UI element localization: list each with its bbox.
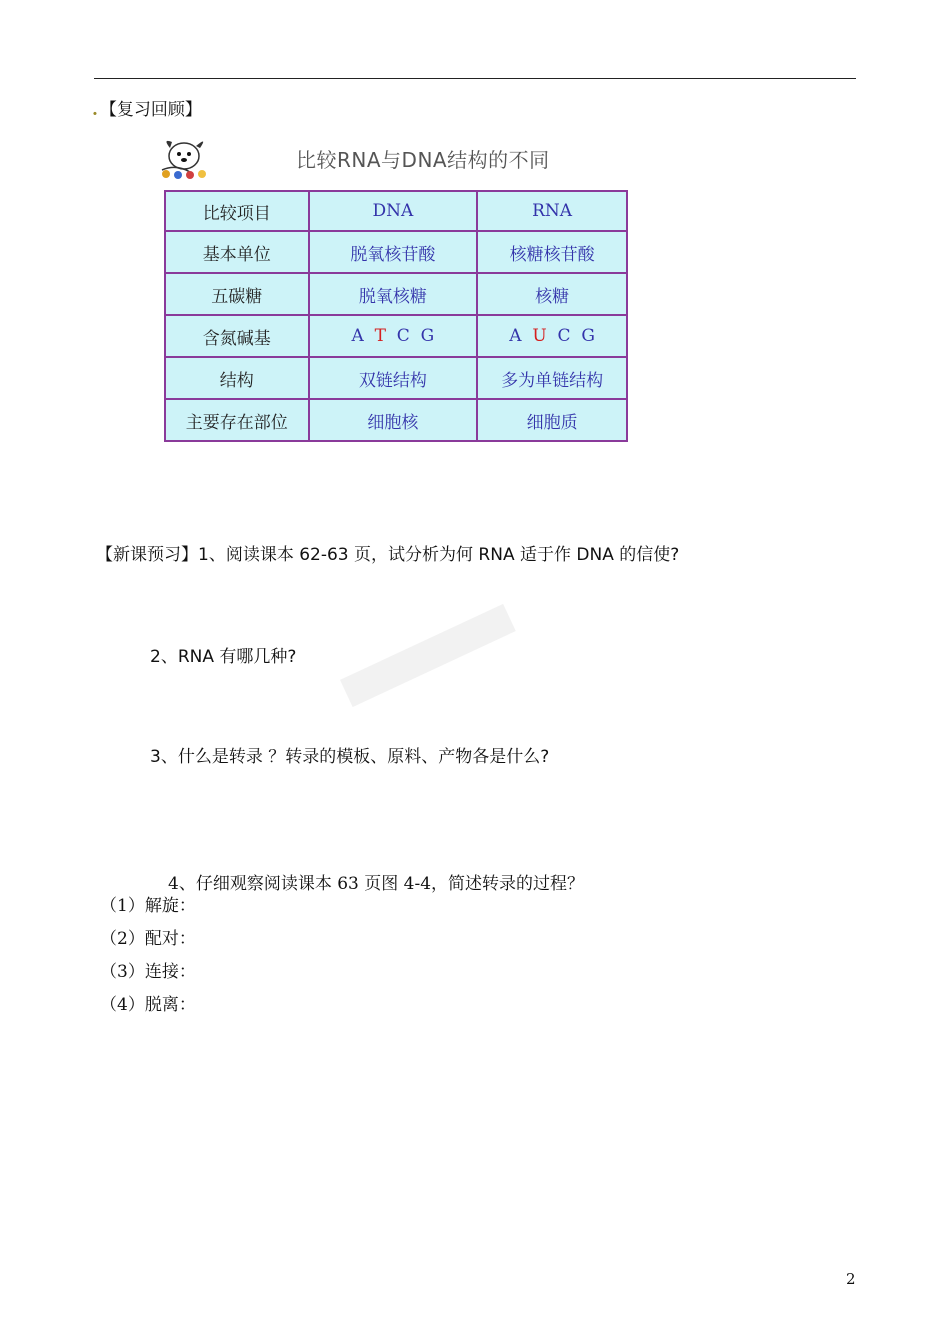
page-number: 2 bbox=[846, 1270, 856, 1288]
comparison-table bbox=[164, 190, 628, 442]
review-heading-text: 【复习回顾】 bbox=[99, 100, 202, 120]
step-pairing: （2）配对： bbox=[100, 929, 196, 949]
bullet-dot-icon: . bbox=[92, 100, 98, 120]
step-release: （4）脱离： bbox=[100, 995, 196, 1015]
rna-bases-cell bbox=[477, 315, 627, 357]
table-cell: 脱氧核糖 bbox=[309, 273, 478, 315]
preview-question-2: 2、RNA 有哪几种? bbox=[150, 647, 297, 667]
preview-question-1: 【新课预习】1、阅读课本 62-63 页，试分析为何 RNA 适于作 DNA 的信使? bbox=[96, 545, 680, 565]
table-cell: RNA bbox=[477, 191, 627, 231]
table-cell: 细胞核 bbox=[309, 399, 478, 441]
base-letter: G bbox=[581, 326, 595, 346]
table-cell: 核糖 bbox=[477, 273, 627, 315]
table-row bbox=[165, 399, 627, 441]
base-letter: A bbox=[351, 326, 364, 346]
dna-bases-cell bbox=[309, 315, 478, 357]
figure-title: 比较RNA与DNA结构的不同 bbox=[296, 148, 550, 172]
table-cell: 双链结构 bbox=[309, 357, 478, 399]
table-cell: 多为单链结构 bbox=[477, 357, 627, 399]
table-cell: 主要存在部位 bbox=[165, 399, 309, 441]
table-cell: 结构 bbox=[165, 357, 309, 399]
step-unwind: （1）解旋： bbox=[100, 896, 196, 916]
table-cell: 脱氧核苷酸 bbox=[309, 231, 478, 273]
table-cell: 细胞质 bbox=[477, 399, 627, 441]
table-cell: 比较项目 bbox=[165, 191, 309, 231]
table-cell: 含氮碱基 bbox=[165, 315, 309, 357]
header-rule bbox=[94, 78, 856, 79]
preview-question-3: 3、什么是转录 ？转录的模板、原料、产物各是什么? bbox=[150, 747, 550, 767]
mascot-icon bbox=[156, 134, 214, 180]
table-cell: 五碳糖 bbox=[165, 273, 309, 315]
table-row bbox=[165, 315, 627, 357]
table-row bbox=[165, 231, 627, 273]
comparison-figure bbox=[150, 130, 640, 450]
base-letter: C bbox=[396, 326, 410, 346]
base-letter: G bbox=[420, 326, 435, 346]
table-cell: 基本单位 bbox=[165, 231, 309, 273]
base-letter: A bbox=[509, 326, 522, 346]
step-linking: （3）连接： bbox=[100, 962, 196, 982]
review-heading bbox=[92, 95, 202, 120]
table-cell: DNA bbox=[309, 191, 478, 231]
table-row bbox=[165, 357, 627, 399]
watermark-icon bbox=[314, 563, 546, 756]
base-letter: C bbox=[557, 326, 571, 346]
base-letter-highlight: T bbox=[374, 326, 386, 346]
preview-question-4: 4、仔细观察阅读课本 63 页图 4-4，简述转录的过程？ bbox=[168, 874, 585, 894]
table-row bbox=[165, 273, 627, 315]
table-cell: 核糖核苷酸 bbox=[477, 231, 627, 273]
table-row bbox=[165, 191, 627, 231]
base-letter-highlight: U bbox=[532, 326, 547, 346]
